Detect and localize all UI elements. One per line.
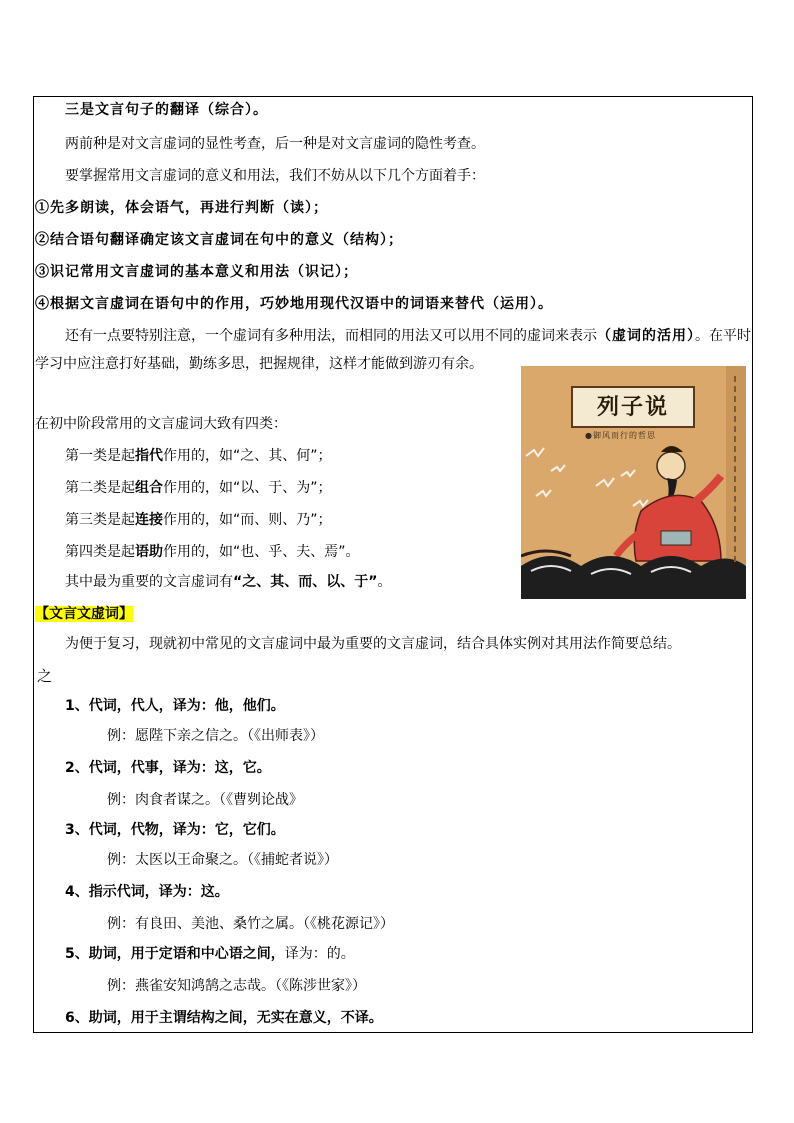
- usage-2: 2、代词，代事，译为：这，它。: [65, 760, 271, 776]
- cover-subtitle: ●御风而行的哲思: [585, 431, 656, 440]
- line-method-intro: 要掌握常用文言虚词的意义和用法，我们不妨从以下几个方面着手：: [65, 168, 485, 184]
- book-cover-image: [521, 366, 746, 599]
- line-review-intro: 为便于复习，现就初中常见的文言虚词中最为重要的文言虚词，结合具体实例对其用法作简要总结。: [65, 636, 681, 652]
- category-2-prefix: 第二类是起: [65, 480, 135, 496]
- usage-3: 3、代词，代物，译为：它，它们。: [65, 822, 285, 838]
- category-4: [65, 542, 360, 562]
- category-3-suffix: 作用的，如“而、则、乃”；: [163, 512, 332, 528]
- usage-6: 6、助词，用于主谓结构之间，无实在意义，不译。: [65, 1010, 383, 1026]
- method-3: ③识记常用文言虚词的基本意义和用法（识记）；: [35, 264, 358, 280]
- attention-bold: （虚词的活用）: [597, 328, 695, 344]
- most-important-words: “之、其、而、以、于”: [233, 574, 378, 590]
- category-4-prefix: 第四类是起: [65, 544, 135, 560]
- example-1: 例：愿陛下亲之信之。（《出师表》）: [107, 728, 324, 744]
- method-4: ④根据文言虚词在语句中的作用，巧妙地用现代汉语中的词语来替代（运用）。: [35, 296, 553, 312]
- section-heading: [35, 604, 133, 624]
- usage-4: 4、指示代词，译为：这。: [65, 884, 229, 900]
- category-2: [65, 478, 332, 498]
- category-2-suffix: 作用的，如“以、于、为”；: [163, 480, 332, 496]
- example-3: 例：太医以王命聚之。（《捕蛇者说》）: [107, 852, 338, 868]
- usage-5-bold: 5、助词，用于定语和中心语之间，: [65, 946, 285, 962]
- section-heading-text: 【文言文虚词】: [35, 606, 133, 622]
- line-translation-note: 三是文言句子的翻译（综合）。: [65, 102, 268, 118]
- most-important-text: 其中最为重要的文言虚词有: [65, 574, 233, 590]
- usage-1: 1、代词，代人，译为：他，他们。: [65, 698, 285, 714]
- most-important-period: 。: [377, 574, 392, 590]
- usage-5: [65, 944, 355, 964]
- category-1: [65, 446, 332, 466]
- line-explicit-implicit: 两前种是对文言虚词的显性考查，后一种是对文言虚词的隐性考查。: [65, 136, 485, 152]
- category-3-prefix: 第三类是起: [65, 512, 135, 528]
- attention-tail: 。在平时: [695, 328, 751, 344]
- category-1-prefix: 第一类是起: [65, 448, 135, 464]
- line-study-advice: 学习中应注意打好基础，勤练多思，把握规律，这样才能做到游刃有余。: [35, 356, 483, 372]
- example-4: 例：有良田、美池、桑竹之属。（《桃花源记》）: [107, 916, 394, 932]
- line-most-important: [65, 572, 391, 592]
- category-1-suffix: 作用的，如“之、其、何”；: [163, 448, 332, 464]
- category-4-key: 语助: [135, 544, 163, 560]
- line-four-categories: 在初中阶段常用的文言虚词大致有四类：: [35, 416, 287, 432]
- example-2: 例：肉食者谋之。（《曹刿论战》: [107, 792, 303, 808]
- category-4-suffix: 作用的，如“也、乎、夫、焉”。: [163, 544, 360, 560]
- line-attention: [65, 326, 751, 346]
- method-1: ①先多朗读，体会语气，再进行判断（读）；: [35, 200, 328, 216]
- attention-text: 还有一点要特别注意，一个虚词有多种用法，而相同的用法又可以用不同的虚词来表示: [65, 328, 597, 344]
- category-2-key: 组合: [135, 480, 163, 496]
- cover-title: 列子说: [571, 386, 695, 428]
- method-2: ②结合语句翻译确定该文言虚词在句中的意义（结构）；: [35, 232, 403, 248]
- category-1-key: 指代: [135, 448, 163, 464]
- category-3: [65, 510, 332, 530]
- word-zhi: 之: [37, 667, 53, 685]
- category-3-key: 连接: [135, 512, 163, 528]
- example-5: 例：燕雀安知鸿鹄之志哉。（《陈涉世家》）: [107, 978, 366, 994]
- usage-5-translation: 译为：的。: [284, 946, 355, 962]
